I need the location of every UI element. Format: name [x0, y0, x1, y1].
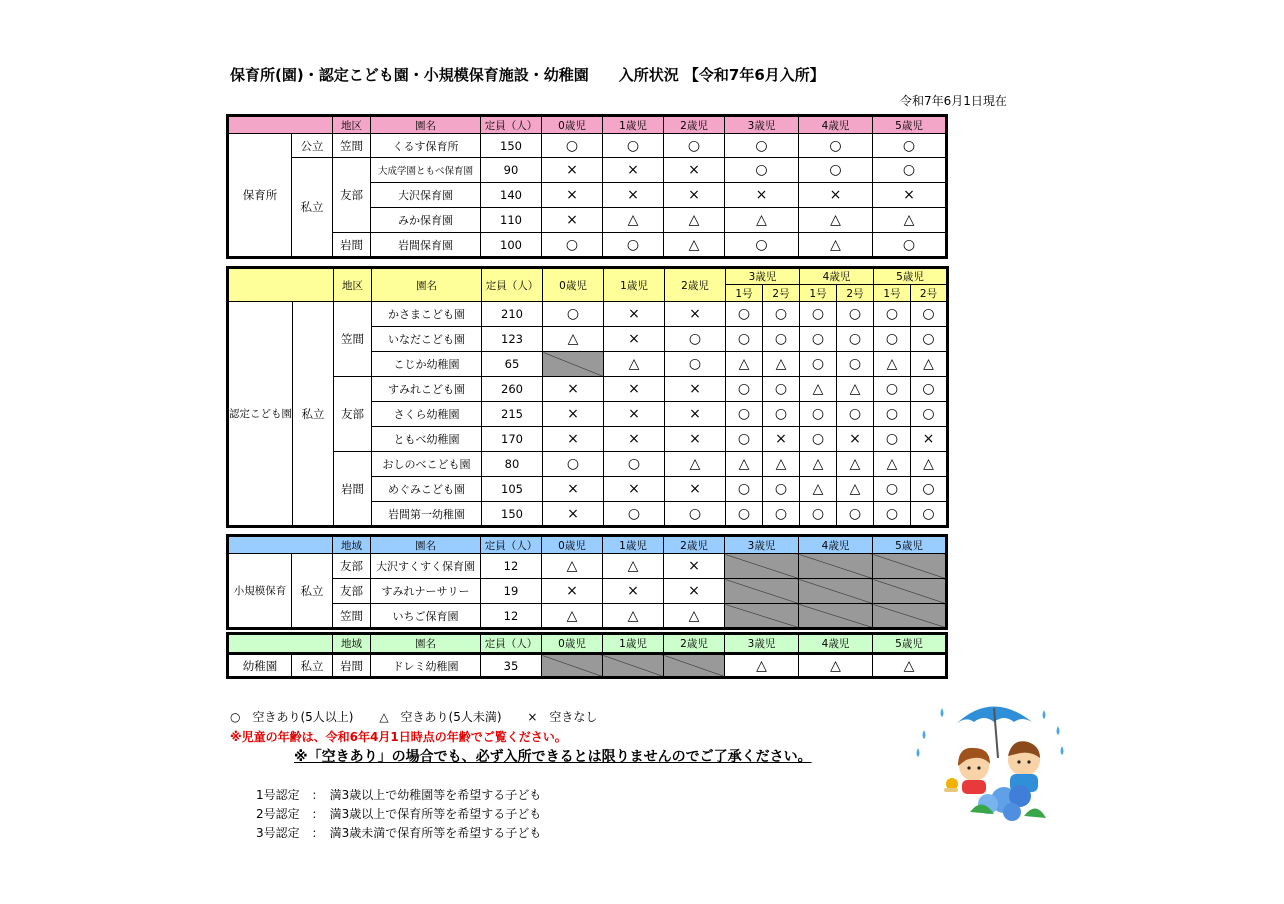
- vacancy: ×: [603, 158, 664, 183]
- facility-name: 大成学園ともべ保育園: [371, 158, 481, 183]
- vacancy: ○: [873, 233, 947, 258]
- facility-name: ともべ幼稚園: [372, 427, 482, 452]
- vacancy: ×: [664, 183, 725, 208]
- table-row: [228, 654, 947, 678]
- vacancy: ○: [873, 158, 947, 183]
- header-age2: 2歳児: [664, 536, 725, 554]
- facility-type: 認定こども園: [228, 302, 293, 527]
- capacity: 80: [482, 452, 543, 477]
- not-applicable-cell: [799, 604, 873, 629]
- header-age4: 4歳児: [799, 536, 873, 554]
- header-type1: 1号: [726, 285, 763, 302]
- vacancy: ○: [543, 452, 604, 477]
- area: 笠間: [334, 302, 372, 377]
- vacancy: △: [800, 477, 837, 502]
- vacancy: ×: [665, 377, 726, 402]
- vacancy: △: [837, 452, 874, 477]
- vacancy: △: [911, 452, 948, 477]
- vacancy: ○: [874, 327, 911, 352]
- vacancy: ×: [542, 183, 603, 208]
- capacity: 110: [481, 208, 542, 233]
- vacancy: △: [603, 604, 664, 629]
- vacancy: △: [874, 452, 911, 477]
- vacancy: ○: [911, 477, 948, 502]
- vacancy: ○: [911, 377, 948, 402]
- vacancy: ×: [542, 208, 603, 233]
- vacancy: △: [763, 452, 800, 477]
- vacancy: ○: [665, 502, 726, 527]
- vacancy: ×: [542, 158, 603, 183]
- area: 岩間: [334, 452, 372, 527]
- header-age5: 5歳児: [873, 536, 947, 554]
- vacancy: ×: [543, 502, 604, 527]
- capacity: 140: [481, 183, 542, 208]
- definitions: [256, 786, 541, 843]
- vacancy: ○: [542, 233, 603, 258]
- vacancy: △: [726, 352, 763, 377]
- vacancy: ○: [799, 158, 873, 183]
- vacancy: ×: [664, 554, 725, 579]
- vacancy: ×: [604, 302, 665, 327]
- header-age1: 1歳児: [603, 536, 664, 554]
- vacancy: △: [874, 352, 911, 377]
- legend-available: ○ 空きあり(5人以上): [230, 710, 354, 724]
- table-row: [228, 579, 947, 604]
- vacancy: ×: [604, 327, 665, 352]
- facility-name: すみれナーサリー: [371, 579, 481, 604]
- vacancy: △: [543, 327, 604, 352]
- not-applicable-cell: [603, 654, 664, 678]
- ownership: 私立: [292, 554, 333, 629]
- header-blank: [228, 116, 333, 134]
- vacancy: ○: [800, 502, 837, 527]
- vacancy: △: [873, 654, 947, 678]
- table-row: [228, 377, 948, 402]
- disclaimer-note: ※「空きあり」の場合でも、必ず入所できるとは限りませんのでご了承ください。: [294, 749, 812, 765]
- vacancy: △: [664, 233, 725, 258]
- vacancy: ×: [603, 579, 664, 604]
- vacancy: ○: [874, 402, 911, 427]
- vacancy: ×: [542, 579, 603, 604]
- header-name: 園名: [372, 268, 482, 302]
- table-row: [228, 134, 947, 158]
- facility-name: かさまこども園: [372, 302, 482, 327]
- header-age5: 5歳児: [873, 634, 947, 654]
- vacancy: ○: [726, 377, 763, 402]
- header-age1: 1歳児: [604, 268, 665, 302]
- facility-type: 幼稚園: [228, 654, 292, 678]
- legend-few: △ 空きあり(5人未満): [379, 710, 502, 724]
- vacancy: ×: [604, 427, 665, 452]
- vacancy: ○: [603, 134, 664, 158]
- header-age4: 4歳児: [800, 268, 874, 285]
- header-age3: 3歳児: [725, 634, 799, 654]
- vacancy: △: [726, 452, 763, 477]
- capacity: 12: [481, 554, 542, 579]
- vacancy: ○: [874, 302, 911, 327]
- legend-none: × 空きなし: [527, 710, 598, 724]
- vacancy: △: [911, 352, 948, 377]
- header-blank: [228, 268, 334, 302]
- vacancy: ×: [603, 183, 664, 208]
- area: 笠間: [333, 134, 371, 158]
- area: 笠間: [333, 604, 371, 629]
- not-applicable-cell: [542, 654, 603, 678]
- vacancy: ×: [664, 579, 725, 604]
- vacancy: ○: [725, 233, 799, 258]
- vacancy: ○: [726, 327, 763, 352]
- header-age0: 0歳児: [542, 116, 603, 134]
- vacancy: ○: [604, 502, 665, 527]
- header-type2: 2号: [911, 285, 948, 302]
- area: 友部: [333, 579, 371, 604]
- vacancy: ×: [799, 183, 873, 208]
- vacancy: ○: [911, 402, 948, 427]
- facility-name: 大沢すくすく保育園: [371, 554, 481, 579]
- vacancy: ○: [763, 327, 800, 352]
- area: 岩間: [333, 654, 371, 678]
- vacancy: ○: [763, 302, 800, 327]
- header-type2: 2号: [837, 285, 874, 302]
- facility-name: いなだこども園: [372, 327, 482, 352]
- capacity: 105: [482, 477, 543, 502]
- not-applicable-cell: [725, 554, 799, 579]
- vacancy: ○: [542, 134, 603, 158]
- not-applicable-cell: [664, 654, 725, 678]
- vacancy: ×: [543, 402, 604, 427]
- vacancy: △: [837, 377, 874, 402]
- vacancy: ×: [664, 158, 725, 183]
- vacancy: ○: [604, 452, 665, 477]
- facility-name: いちご保育園: [371, 604, 481, 629]
- capacity: 19: [481, 579, 542, 604]
- yochien-header: [228, 634, 947, 654]
- vacancy: ○: [763, 502, 800, 527]
- as-of-date: 令和7年6月1日現在: [900, 94, 1007, 108]
- vacancy: ×: [604, 477, 665, 502]
- vacancy: ×: [543, 377, 604, 402]
- vacancy: △: [664, 604, 725, 629]
- header-capacity: 定員（人）: [481, 634, 542, 654]
- header-blank: [228, 634, 333, 654]
- vacancy: ○: [800, 352, 837, 377]
- vacancy: ○: [874, 377, 911, 402]
- vacancy: ×: [604, 402, 665, 427]
- vacancy: ○: [726, 302, 763, 327]
- area: 友部: [334, 377, 372, 452]
- header-type1: 1号: [800, 285, 837, 302]
- table-row: [228, 158, 947, 183]
- vacancy: △: [800, 377, 837, 402]
- age-note: ※児童の年齢は、令和6年4月1日時点の年齢でご覧ください。: [230, 730, 567, 744]
- vacancy: △: [725, 654, 799, 678]
- capacity: 260: [482, 377, 543, 402]
- yochien-table: [226, 632, 948, 679]
- facility-name: みか保育園: [371, 208, 481, 233]
- vacancy: ○: [726, 427, 763, 452]
- capacity: 150: [481, 134, 542, 158]
- facility-name: 大沢保育園: [371, 183, 481, 208]
- vacancy: ○: [603, 233, 664, 258]
- vacancy: ○: [763, 477, 800, 502]
- vacancy: ×: [837, 427, 874, 452]
- capacity: 100: [481, 233, 542, 258]
- hoikusho-table: [226, 114, 948, 259]
- vacancy: ×: [763, 427, 800, 452]
- not-applicable-cell: [725, 579, 799, 604]
- vacancy: ×: [665, 427, 726, 452]
- vacancy: ×: [543, 477, 604, 502]
- vacancy: △: [800, 452, 837, 477]
- vacancy: ○: [726, 477, 763, 502]
- header-age4: 4歳児: [799, 116, 873, 134]
- facility-name: すみれこども園: [372, 377, 482, 402]
- vacancy: ○: [874, 427, 911, 452]
- header-age2: 2歳児: [664, 634, 725, 654]
- vacancy: △: [799, 233, 873, 258]
- shokibo-header: [228, 536, 947, 554]
- area: 友部: [333, 554, 371, 579]
- header-type2: 2号: [763, 285, 800, 302]
- vacancy: ×: [911, 427, 948, 452]
- not-applicable-cell: [799, 579, 873, 604]
- capacity: 90: [481, 158, 542, 183]
- capacity: 65: [482, 352, 543, 377]
- header-area: 地区: [333, 116, 371, 134]
- vacancy: △: [665, 452, 726, 477]
- hoikusho-header: [228, 116, 947, 134]
- vacancy: △: [542, 554, 603, 579]
- ownership: 私立: [292, 654, 333, 678]
- header-capacity: 定員（人）: [481, 116, 542, 134]
- legend: [230, 708, 619, 725]
- header-age3: 3歳児: [725, 536, 799, 554]
- vacancy: ○: [800, 302, 837, 327]
- vacancy: △: [542, 604, 603, 629]
- vacancy: ○: [800, 327, 837, 352]
- header-area: 地域: [333, 536, 371, 554]
- vacancy: ○: [665, 352, 726, 377]
- capacity: 12: [481, 604, 542, 629]
- header-age5: 5歳児: [873, 116, 947, 134]
- header-area: 地区: [334, 268, 372, 302]
- vacancy: ○: [874, 477, 911, 502]
- vacancy: ○: [873, 134, 947, 158]
- definition-type2: 2号認定 ： 満3歳以上で保育所等を希望する子ども: [256, 807, 542, 821]
- definition-type3: 3号認定 ： 満3歳未満で保育所等を希望する子ども: [256, 826, 542, 840]
- header-area: 地域: [333, 634, 371, 654]
- table-row: [228, 554, 947, 579]
- header-age2: 2歳児: [665, 268, 726, 302]
- header-age0: 0歳児: [543, 268, 604, 302]
- vacancy: ○: [837, 327, 874, 352]
- facility-name: おしのべこども園: [372, 452, 482, 477]
- vacancy: △: [799, 654, 873, 678]
- vacancy: ○: [800, 427, 837, 452]
- vacancy: △: [873, 208, 947, 233]
- header-age4: 4歳児: [799, 634, 873, 654]
- vacancy: △: [763, 352, 800, 377]
- ownership: 公立: [292, 134, 333, 158]
- vacancy: ○: [726, 402, 763, 427]
- vacancy: ○: [874, 502, 911, 527]
- vacancy: ○: [799, 134, 873, 158]
- vacancy: ○: [911, 327, 948, 352]
- facility-type: 小規模保育: [228, 554, 292, 629]
- facility-type: 保育所: [228, 134, 292, 258]
- vacancy: ○: [665, 327, 726, 352]
- vacancy: △: [799, 208, 873, 233]
- area: 岩間: [333, 233, 371, 258]
- not-applicable-cell: [873, 604, 947, 629]
- not-applicable-cell: [725, 604, 799, 629]
- vacancy: ○: [725, 134, 799, 158]
- header-age0: 0歳児: [542, 536, 603, 554]
- page-title: 保育所(園)・認定こども園・小規模保育施設・幼稚園 入所状況 【令和7年6月入所】: [230, 66, 825, 84]
- header-age5: 5歳児: [874, 268, 948, 285]
- table-row: [228, 233, 947, 258]
- facility-name: 岩間保育園: [371, 233, 481, 258]
- vacancy: ×: [604, 377, 665, 402]
- header-age3: 3歳児: [726, 268, 800, 285]
- capacity: 150: [482, 502, 543, 527]
- capacity: 215: [482, 402, 543, 427]
- shokibo-table: [226, 534, 948, 630]
- definition-type1: 1号認定 ： 満3歳以上で幼稚園等を希望する子ども: [256, 788, 542, 802]
- header-name: 園名: [371, 536, 481, 554]
- capacity: 210: [482, 302, 543, 327]
- not-applicable-cell: [873, 579, 947, 604]
- header-age3: 3歳児: [725, 116, 799, 134]
- vacancy: ○: [763, 402, 800, 427]
- header-age1: 1歳児: [603, 634, 664, 654]
- vacancy: ×: [543, 427, 604, 452]
- vacancy: ×: [665, 477, 726, 502]
- table-row: [228, 302, 948, 327]
- not-applicable-cell: [873, 554, 947, 579]
- vacancy: ○: [837, 402, 874, 427]
- vacancy: ○: [726, 502, 763, 527]
- vacancy: ×: [665, 302, 726, 327]
- facility-name: めぐみこども園: [372, 477, 482, 502]
- header-age1: 1歳児: [603, 116, 664, 134]
- facility-name: くるす保育所: [371, 134, 481, 158]
- vacancy: ×: [725, 183, 799, 208]
- vacancy: ×: [873, 183, 947, 208]
- area: 友部: [333, 158, 371, 233]
- vacancy: △: [603, 208, 664, 233]
- children-umbrella-hydrangea-icon: [912, 696, 1072, 826]
- vacancy: △: [837, 477, 874, 502]
- vacancy: ○: [837, 352, 874, 377]
- nintei-header: [228, 268, 948, 285]
- vacancy: ×: [665, 402, 726, 427]
- header-type1: 1号: [874, 285, 911, 302]
- vacancy: ○: [800, 402, 837, 427]
- facility-name: こじか幼稚園: [372, 352, 482, 377]
- not-applicable-cell: [799, 554, 873, 579]
- facility-name: 岩間第一幼稚園: [372, 502, 482, 527]
- vacancy: ○: [837, 302, 874, 327]
- table-row: [228, 604, 947, 629]
- header-name: 園名: [371, 116, 481, 134]
- table-row: [228, 452, 948, 477]
- header-name: 園名: [371, 634, 481, 654]
- ownership: 私立: [293, 302, 334, 527]
- capacity: 170: [482, 427, 543, 452]
- vacancy: ○: [911, 502, 948, 527]
- vacancy: ○: [911, 302, 948, 327]
- vacancy: △: [725, 208, 799, 233]
- vacancy: △: [664, 208, 725, 233]
- header-age0: 0歳児: [542, 634, 603, 654]
- facility-name: さくら幼稚園: [372, 402, 482, 427]
- header-capacity: 定員（人）: [481, 536, 542, 554]
- vacancy: △: [603, 554, 664, 579]
- ownership: 私立: [292, 158, 333, 258]
- header-capacity: 定員（人）: [482, 268, 543, 302]
- vacancy: ○: [664, 134, 725, 158]
- not-applicable-cell: [543, 352, 604, 377]
- nintei-table: [226, 266, 949, 528]
- vacancy: ○: [837, 502, 874, 527]
- capacity: 123: [482, 327, 543, 352]
- vacancy: △: [604, 352, 665, 377]
- facility-name: ドレミ幼稚園: [371, 654, 481, 678]
- capacity: 35: [481, 654, 542, 678]
- vacancy: ○: [543, 302, 604, 327]
- vacancy: ○: [725, 158, 799, 183]
- vacancy: ○: [763, 377, 800, 402]
- header-age2: 2歳児: [664, 116, 725, 134]
- header-blank: [228, 536, 333, 554]
